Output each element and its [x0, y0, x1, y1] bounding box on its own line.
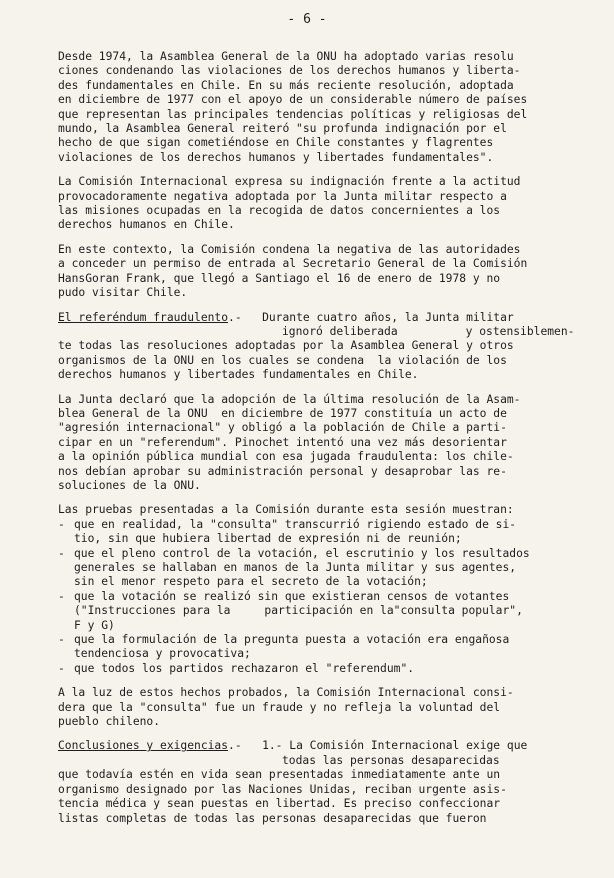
list-item	[58, 590, 544, 633]
text-line: las misiones ocupadas en la recogida de datos concernientes a los	[58, 204, 501, 218]
text-fragment: Durante cuatro años, la Junta militar	[262, 310, 514, 324]
evidence-intro: Las pruebas presentadas a la Comisión durante esta sesión muestran:	[58, 503, 514, 517]
text-line: te todas las resoluciones adoptadas por la Asamblea General y otros	[58, 339, 514, 353]
text-line: tio, sin que hubiera libertad de expresión ni de reunión;	[74, 532, 462, 546]
text-line: - que en realidad, la "consulta" transcurrió rigiendo estado de si-	[74, 517, 517, 531]
document-body	[58, 50, 575, 836]
text-line: ignoró deliberada y ostensiblemen-	[282, 324, 575, 338]
text-line: nos debían aprobar su administración personal y desaprobar las re-	[58, 464, 507, 478]
text-line: derechos humanos y libertades fundamentales en Chile.	[58, 368, 419, 382]
text-line: ciones condenando las violaciones de los derechos humanos y liberta-	[58, 64, 521, 78]
list-item	[58, 547, 544, 590]
text-line: "agresión internacional" y obligó a la población de Chile a parti-	[58, 421, 507, 435]
text-line: ("Instrucciones para la participación en la"consulta popular",	[74, 604, 523, 618]
text-line: pueblo chileno.	[58, 715, 161, 729]
paragraph-un-resolutions	[58, 50, 544, 165]
paragraph-commission-indignation	[58, 175, 544, 233]
text-line: En este contexto, la Comisión condena la negativa de las autoridades	[58, 242, 521, 256]
text-line: sin el menor respeto para el secreto de la votación;	[74, 575, 428, 589]
page-number: - 6 -	[287, 12, 327, 27]
text-line: dera que la "consulta" fue un fraude y no refleja la voluntad del	[58, 700, 501, 714]
evidence-section	[58, 503, 544, 676]
text-line: - que la formulación de la pregunta puesta a votación era engañosa	[74, 633, 510, 647]
text-line: hecho de que sigan cometiéndose en Chile constantes y flagrentes	[58, 136, 494, 150]
list-item	[58, 662, 544, 676]
section-conclusions	[58, 739, 544, 825]
text-line: que todavía estén en vida sean presentadas inmediatamente ante un	[58, 768, 501, 782]
text-line: organismos de la ONU en los cuales se condena la violación de los	[58, 353, 507, 367]
text-line: - que todos los partidos rechazaron el "referendum".	[74, 661, 415, 675]
section-heading-conclusions: Conclusiones y exigencias	[58, 739, 229, 753]
text-line: Desde 1974, la Asamblea General de la ONU ha adoptado varias resolu	[58, 50, 514, 63]
paragraph-entry-refusal	[58, 243, 544, 301]
text-line: HansGoran Frank, que llegó a Santiago el 16 de enero de 1978 y no	[58, 271, 501, 285]
text-line: a conceder un permiso de entrada al Secretario General de la Comisión	[58, 257, 528, 271]
paragraph-junta-declaration	[58, 393, 544, 494]
text-line: provocadoramente negativa adoptada por la Junta militar respecto a	[58, 189, 507, 203]
text-line: tencia médica y sean puestas en libertad. Es preciso confeccionar	[58, 797, 501, 811]
text-line: cipar en un "referendum". Pinochet intentó una vez más desorientar	[58, 435, 507, 449]
text-line: des fundamentales en Chile. En su más reciente resolución, adoptada	[58, 78, 514, 92]
list-item	[58, 633, 544, 662]
text-line: todas las personas desaparecidas	[282, 753, 500, 767]
heading-suffix: .-	[228, 310, 242, 324]
text-line: - que el pleno control de la votación, el escrutinio y los resultados	[74, 546, 530, 560]
section-heading-line	[58, 311, 544, 325]
text-line: listas completas de todas las personas desaparecidas que fueron	[58, 811, 487, 825]
text-line: La Comisión Internacional expresa su indignación frente a la actitud	[58, 175, 521, 189]
section-referendum	[58, 310, 575, 383]
text-line: derechos humanos en Chile.	[58, 218, 235, 232]
text-line: A la luz de estos hechos probados, la Comisión Internacional consi-	[58, 686, 514, 700]
section-heading-line	[58, 739, 544, 753]
list-item	[58, 518, 544, 547]
text-line: violaciones de los derechos humanos y libertades fundamentales".	[58, 150, 494, 164]
text-line: a la opinión pública mundial con esa jugada fraudulenta: los chile-	[58, 450, 514, 464]
text-line: F y G)	[74, 618, 115, 632]
text-line: tendenciosa y provocativa;	[74, 647, 251, 661]
text-line: mundo, la Asamblea General reiteró "su profunda indignación por el	[58, 122, 507, 136]
text-line: que representan las principales tendencias políticas y religiosas del	[58, 107, 528, 121]
text-line: La Junta declaró que la adopción de la última resolución de la Asam-	[58, 392, 521, 406]
section-heading-referendum: El referéndum fraudulento	[58, 310, 229, 324]
text-line: en diciembre de 1977 con el apoyo de un considerable número de países	[58, 93, 528, 107]
text-line: - que la votación se realizó sin que existieran censos de votantes	[74, 589, 510, 603]
text-line: blea General de la ONU en diciembre de 1977 constituía un acto de	[58, 406, 507, 420]
evidence-list	[58, 518, 544, 676]
text-line: generales se hallaban en manos de la Junta militar y sus agentes,	[74, 561, 517, 574]
text-line: soluciones de la ONU.	[58, 478, 201, 492]
text-line: organismo designado por las Naciones Unidas, reciban urgente asis-	[58, 782, 507, 796]
paragraph-fraud-conclusion	[58, 686, 544, 729]
text-fragment: 1.- La Comisión Internacional exige que	[262, 739, 528, 753]
text-line: pudo visitar Chile.	[58, 286, 188, 300]
heading-suffix: .-	[228, 739, 242, 753]
